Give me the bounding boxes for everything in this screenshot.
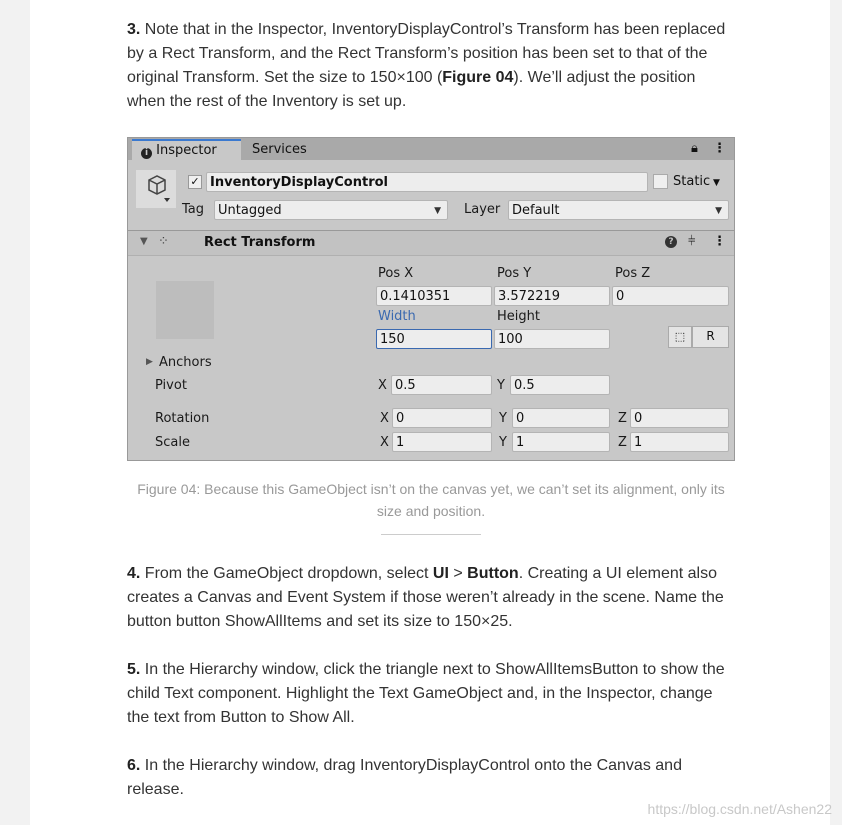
height-label: Height xyxy=(497,309,540,324)
text: Note that in the Inspector, InventoryDisplayControl’s Transform has been replaced by a Rect Transform, and the Rect Transform’s position has been set to that of the original Transform. Set the size to 150×100 ( xyxy=(127,21,726,86)
pivot-x-input[interactable]: 0.5 xyxy=(391,375,492,395)
info-icon: i xyxy=(141,148,152,159)
tab-label: Inspector xyxy=(156,143,217,158)
expand-arrow-icon[interactable]: ▶ xyxy=(146,357,153,367)
rect-transform-icon: ⁘ xyxy=(158,234,169,249)
axis-label: Z xyxy=(618,411,627,426)
width-input[interactable]: 150 xyxy=(376,329,492,349)
layer-dropdown[interactable] xyxy=(508,200,729,220)
step-number: 5. xyxy=(127,661,141,678)
height-input[interactable]: 100 xyxy=(494,329,610,349)
text: In the Hierarchy window, click the triangle next to ShowAllItemsButton to show the child Text component. Highlight the Text GameObject and, in the Inspector, change the text from Button to Show All. xyxy=(127,661,725,726)
static-label: Static xyxy=(673,174,711,189)
component-menu-icon[interactable]: ⋮ xyxy=(713,234,726,249)
raw-edit-button[interactable]: R xyxy=(692,326,729,348)
layer-value: Default xyxy=(512,203,560,218)
gameobject-icon-button[interactable] xyxy=(136,170,176,208)
watermark: https://blog.csdn.net/Ashen22 xyxy=(647,801,832,817)
help-icon[interactable]: ? xyxy=(665,236,677,248)
static-dropdown[interactable]: Static ▼ xyxy=(673,174,720,189)
rotation-y-input[interactable]: 0 xyxy=(512,408,610,428)
anchors-foldout[interactable]: Anchors xyxy=(159,355,212,370)
tag-value: Untagged xyxy=(218,203,282,218)
component-title: Rect Transform xyxy=(204,235,316,250)
axis-label: X xyxy=(380,411,389,426)
text: ). We’ll adjust the position when the rest of the Inventory is set up. xyxy=(127,69,696,110)
static-checkbox[interactable] xyxy=(653,174,668,189)
axis-label: Y xyxy=(497,378,505,393)
tab-inspector[interactable] xyxy=(132,139,241,161)
text: > xyxy=(448,565,468,582)
step-6-paragraph xyxy=(127,754,737,802)
pos-y-label: Pos Y xyxy=(497,266,532,281)
step-4-paragraph xyxy=(127,562,737,634)
cube-icon xyxy=(149,176,165,194)
scale-label: Scale xyxy=(155,435,190,450)
step-number: 4. xyxy=(127,565,141,582)
dropdown-arrow-icon xyxy=(164,198,170,202)
text: . Creating a UI element also creates a Canvas and Event System if those weren’t already in the scene. Name the button button ShowAllItems and set its size to 150×25. xyxy=(127,565,724,630)
axis-label: X xyxy=(380,435,389,450)
scale-z-input[interactable]: 1 xyxy=(630,432,729,452)
pivot-label: Pivot xyxy=(155,378,187,393)
text: In the Hierarchy window, drag InventoryDisplayControl onto the Canvas and release. xyxy=(127,757,682,798)
pos-z-input[interactable]: 0 xyxy=(612,286,729,306)
step-number: 6. xyxy=(127,757,141,774)
tag-label: Tag xyxy=(182,202,205,217)
tag-dropdown[interactable] xyxy=(214,200,448,220)
object-name-input[interactable]: InventoryDisplayControl xyxy=(206,172,648,192)
step-5-paragraph xyxy=(127,658,737,730)
figure-caption: Figure 04: Because this GameObject isn’t on the canvas yet, we can’t set its alignment, only its size and position. xyxy=(137,481,725,519)
axis-label: Z xyxy=(618,435,627,450)
width-label: Width xyxy=(378,309,416,324)
step-3-paragraph xyxy=(127,18,737,114)
pos-z-label: Pos Z xyxy=(615,266,651,281)
rotation-x-input[interactable]: 0 xyxy=(392,408,492,428)
pos-x-input[interactable]: 0.1410351 xyxy=(376,286,492,306)
anchor-preset-placeholder xyxy=(156,281,214,339)
pivot-y-input[interactable]: 0.5 xyxy=(510,375,610,395)
rotation-label: Rotation xyxy=(155,411,210,426)
axis-label: Y xyxy=(499,411,507,426)
collapse-arrow-icon[interactable]: ▼ xyxy=(140,236,148,247)
presets-icon[interactable]: ⫩ xyxy=(688,234,696,249)
tab-services[interactable]: Services xyxy=(252,142,307,157)
unity-inspector-screenshot xyxy=(127,137,735,461)
menu-ref: UI xyxy=(432,565,449,582)
layer-label: Layer xyxy=(464,202,501,217)
lock-icon[interactable]: 🔒︎ xyxy=(691,141,698,156)
blueprint-mode-button[interactable]: ⬚ xyxy=(668,326,692,348)
more-icon[interactable]: ⋮ xyxy=(713,141,726,156)
text: From the GameObject dropdown, select xyxy=(140,565,433,582)
scale-y-input[interactable]: 1 xyxy=(512,432,610,452)
axis-label: Y xyxy=(499,435,507,450)
step-number: 3. xyxy=(127,21,141,38)
pos-x-label: Pos X xyxy=(378,266,414,281)
scale-x-input[interactable]: 1 xyxy=(392,432,492,452)
pos-y-input[interactable]: 3.572219 xyxy=(494,286,610,306)
axis-label: X xyxy=(378,378,387,393)
rotation-z-input[interactable]: 0 xyxy=(630,408,729,428)
menu-ref: Button xyxy=(467,565,519,582)
figure-ref: Figure 04 xyxy=(442,69,514,86)
divider xyxy=(381,534,481,535)
active-checkbox[interactable]: ✓ xyxy=(188,175,202,189)
